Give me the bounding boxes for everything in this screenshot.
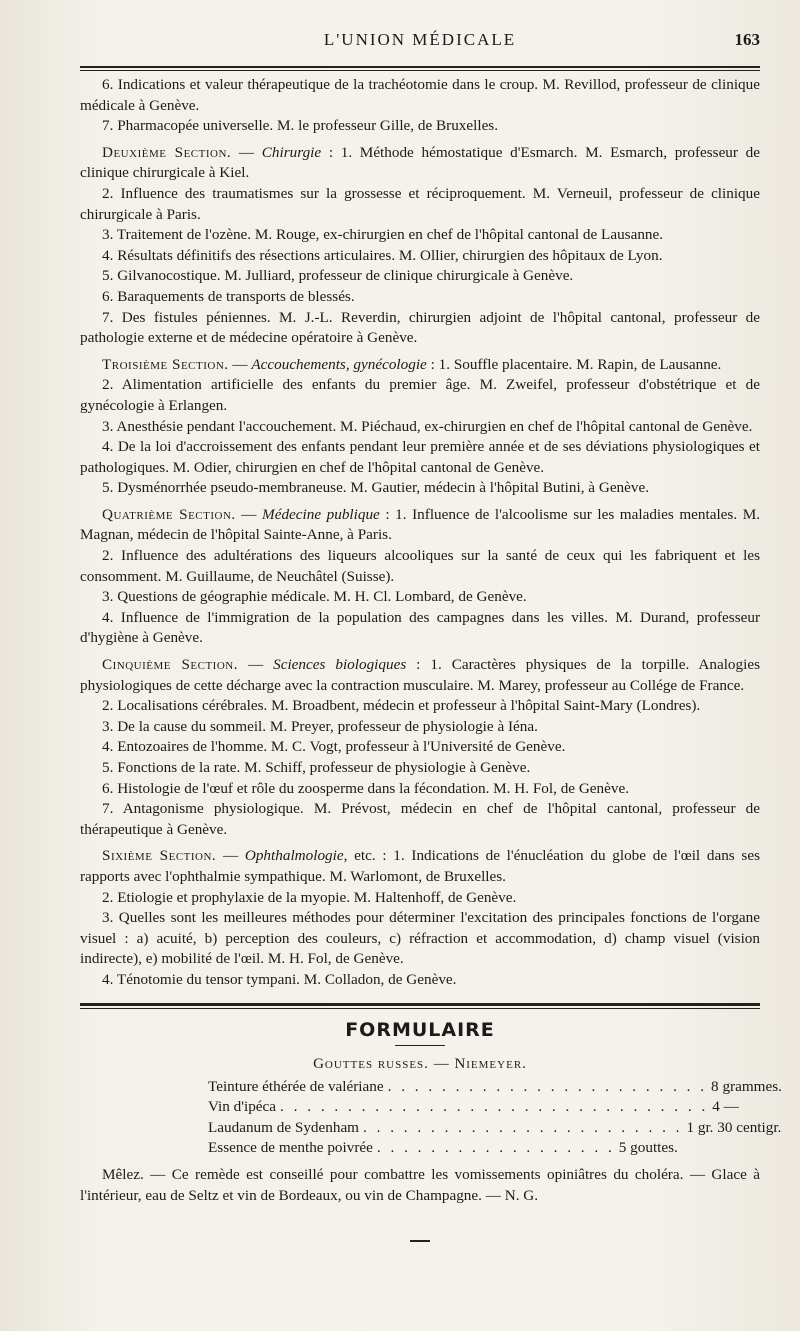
recipe-note: Mêlez. — Ce remède est conseillé pour combattre les vomissements opiniâtres du choléra. — Glace à l'intérieur, eau de Seltz et vin de Bordeaux, ou vin de Champagne. — N. G. bbox=[80, 1165, 760, 1204]
list-item: 6. Indications et valeur thérapeutique de la trachéotomie dans le croup. M. Revillod, professeur de clinique médicale à Genève. bbox=[80, 76, 760, 114]
end-rule bbox=[410, 1240, 430, 1242]
section-label: Deuxième Section. bbox=[102, 143, 232, 161]
journal-title: L'UNION MÉDICALE bbox=[323, 30, 517, 49]
leader-dots: . . . . . . . . . . . . . . . . . . bbox=[376, 1139, 615, 1157]
list-item: 4. Entozoaires de l'homme. M. C. Vogt, professeur à l'Université de Genève. bbox=[102, 738, 566, 756]
section-label: Sixième Section. bbox=[102, 847, 217, 865]
section-label: Troisième Section. bbox=[102, 355, 229, 373]
section-label: Quatrième Section. bbox=[102, 505, 236, 523]
list-item: 1. Caractères physiques de la torpille. Analogies physiologiques de cette décharge avec la contraction musculaire. M. Marey, professeur au Collége de France. bbox=[80, 656, 760, 694]
list-item: 7. Pharmacopée universelle. M. le professeur Gille, de Bruxelles. bbox=[102, 117, 499, 135]
ingredient-row bbox=[208, 1097, 739, 1118]
leader-dots: . . . . . . . . . . . . . . . . . . . . . . . . bbox=[387, 1077, 708, 1095]
ingredient-name: Essence de menthe poivrée bbox=[208, 1139, 373, 1157]
section-heading-6: Sixième Section. — Ophthalmologie, etc. : 1. Indications de l'énucléation du globe de l'œil dans ses rapports avec l'ophthalmie sympathique. M. Warlomont, de Bruxelles. bbox=[80, 847, 760, 885]
section-divider bbox=[80, 1003, 760, 1009]
recipe-title: Gouttes russes. — Niemeyer. bbox=[313, 1055, 527, 1072]
ingredient-quantity: 5 gouttes. bbox=[618, 1139, 678, 1157]
section-topic-suffix: , etc. bbox=[343, 847, 376, 865]
ingredient-quantity: 4 — bbox=[712, 1098, 739, 1116]
ingredient-row bbox=[208, 1118, 782, 1139]
list-item: 5. Fonctions de la rate. M. Schiff, professeur de physiologie à Genève. bbox=[102, 759, 531, 776]
page-number: 163 bbox=[734, 30, 760, 49]
list-item: 7. Antagonisme physiologique. M. Prévost, médecin en chef de l'hôpital cantonal, professeur de thérapeutique à Genève. bbox=[80, 800, 760, 838]
list-item: 2. Localisations cérébrales. M. Broadbent, médecin et professeur à l'hôpital Saint-Mary (Londres). bbox=[102, 697, 701, 715]
list-item: 3. Anesthésie pendant l'accouchement. M. Piéchaud, ex-chirurgien en chef de l'hôpital cantonal de Genève. bbox=[102, 417, 753, 435]
list-item: 3. Traitement de l'ozène. M. Rouge, ex-chirurgien en chef de l'hôpital cantonal de Lausanne. bbox=[102, 226, 664, 244]
section-topic: Ophthalmologie bbox=[244, 847, 344, 865]
leader-dots: . . . . . . . . . . . . . . . . . . . . . . . . . . . . . . . . bbox=[280, 1098, 709, 1116]
article-body bbox=[80, 75, 760, 991]
recipe-name: Gouttes russes. bbox=[313, 1055, 429, 1072]
list-item: 2. Etiologie et prophylaxie de la myopie. M. Haltenhoff, de Genève. bbox=[102, 888, 517, 906]
list-item: 6. Histologie de l'œuf et rôle du zoosperme dans la fécondation. M. H. Fol, de Genève. bbox=[102, 779, 629, 797]
list-item: 3. De la cause du sommeil. M. Preyer, professeur de physiologie à Iéna. bbox=[102, 717, 538, 735]
section-heading-3: Troisième Section. — Accouchements, gynécologie : 1. Souffle placentaire. M. Rapin, de Lausanne. bbox=[102, 355, 722, 373]
list-item: 4. De la loi d'accroissement des enfants pendant leur première année et de ses déviations physiologiques et pathologiques. M. Odier, chirurgien en chef de l'hôpital cantonal de Genève. bbox=[80, 438, 760, 476]
list-item: 1. Souffle placentaire. M. Rapin, de Lausanne. bbox=[438, 355, 722, 373]
ingredient-row bbox=[208, 1077, 782, 1098]
list-item: 6. Baraquements de transports de blessés. bbox=[102, 287, 355, 305]
list-item: 2. Influence des traumatismes sur la grossesse et réciproquement. M. Verneuil, professeur de clinique chirurgicale à Paris. bbox=[80, 184, 760, 223]
list-item: 4. Résultats définitifs des résections articulaires. M. Ollier, chirurgien des hôpitaux de Lyon. bbox=[102, 246, 663, 264]
section-heading-4: Quatrième Section. — Médecine publique : 1. Influence de l'alcoolisme sur les maladies mentales. M. Magnan, médecin de l'hôpital Sainte-Anne, à Paris. bbox=[80, 505, 760, 544]
list-item: 4. Ténotomie du tensor tympani. M. Colladon, de Genève. bbox=[102, 970, 457, 988]
list-item: 1. Indications de l'énucléation du globe de l'œil dans ses rapports avec l'ophthalmie sympathique. M. Warlomont, de Bruxelles. bbox=[80, 847, 760, 885]
list-item: 3. Questions de géographie médicale. M. H. Cl. Lombard, de Genève. bbox=[102, 588, 527, 606]
leader-dots: . . . . . . . . . . . . . . . . . . . . . . . . bbox=[363, 1118, 683, 1136]
running-head bbox=[80, 24, 760, 60]
recipe-author: Niemeyer. bbox=[454, 1055, 527, 1072]
ingredient-list bbox=[208, 1077, 782, 1159]
title-underline bbox=[395, 1045, 445, 1046]
list-item: 5. Gilvanocostique. M. Julliard, professeur de clinique chirurgicale à Genève. bbox=[102, 267, 574, 285]
list-item: 1. Méthode hémostatique d'Esmarch. M. Esmarch, professeur de clinique chirurgicale à Kiel. bbox=[80, 143, 760, 182]
ingredient-quantity: 1 gr. 30 centigr. bbox=[686, 1118, 782, 1136]
list-item: 1. Influence de l'alcoolisme sur les maladies mentales. M. Magnan, médecin de l'hôpital Sainte-Anne, à Paris. bbox=[80, 505, 760, 544]
ingredient-quantity: 8 grammes. bbox=[711, 1077, 782, 1095]
section-topic: Chirurgie bbox=[261, 143, 322, 161]
ingredient-name: Vin d'ipéca bbox=[208, 1098, 277, 1116]
list-item: 2. Alimentation artificielle des enfants du premier âge. M. Zweifel, professeur d'obstétrique et de gynécologie à Erlangen. bbox=[80, 376, 760, 414]
recipe-note-wrap bbox=[80, 1165, 760, 1206]
list-item: 2. Influence des adultérations des liqueurs alcooliques sur la santé de ceux qui les fabriquent et les consomment. M. Guillaume, de Neuchâtel (Suisse). bbox=[80, 547, 760, 585]
section-topic: Accouchements, gynécologie bbox=[251, 355, 427, 373]
section-label: Cinquième Section. bbox=[102, 656, 239, 674]
section-topic: Sciences biologiques bbox=[273, 656, 407, 674]
list-item: 3. Quelles sont les meilleures méthodes pour déterminer l'excitation des principales fonctions de l'organe visuel : a) acuité, b) perception des couleurs, c) réfraction et accommodation, d) champ visuel (vision indirecte), e) mobilité de l'œil. M. H. Fol, de Genève. bbox=[80, 909, 760, 968]
section-heading-2: Deuxième Section. — Chirurgie : 1. Méthode hémostatique d'Esmarch. M. Esmarch, professeur de clinique chirurgicale à Kiel. bbox=[80, 143, 760, 182]
list-item: 5. Dysménorrhée pseudo-membraneuse. M. Gautier, médecin à l'hôpital Butini, à Genève. bbox=[102, 479, 650, 497]
ingredient-row bbox=[208, 1138, 678, 1159]
list-item: 4. Influence de l'immigration de la population des campagnes dans les villes. M. Durand, professeur d'hygiène à Genève. bbox=[80, 608, 760, 647]
section-heading-5: Cinquième Section. — Sciences biologiques : 1. Caractères physiques de la torpille. Analogies physiologiques de cette décharge avec la contraction musculaire. M. Marey, professeur au Collége de France. bbox=[80, 656, 760, 694]
ingredient-name: Teinture éthérée de valériane bbox=[208, 1077, 384, 1095]
section-topic: Médecine publique bbox=[262, 505, 380, 523]
ingredient-name: Laudanum de Sydenham bbox=[208, 1118, 359, 1136]
header-rule bbox=[80, 66, 760, 71]
formulaire-title: FORMULAIRE bbox=[345, 1018, 495, 1041]
list-item: 7. Des fistules péniennes. M. J.-L. Reverdin, chirurgien adjoint de l'hôpital cantonal, professeur de pathologie externe et de médecine opératoire à Genève. bbox=[80, 308, 760, 347]
